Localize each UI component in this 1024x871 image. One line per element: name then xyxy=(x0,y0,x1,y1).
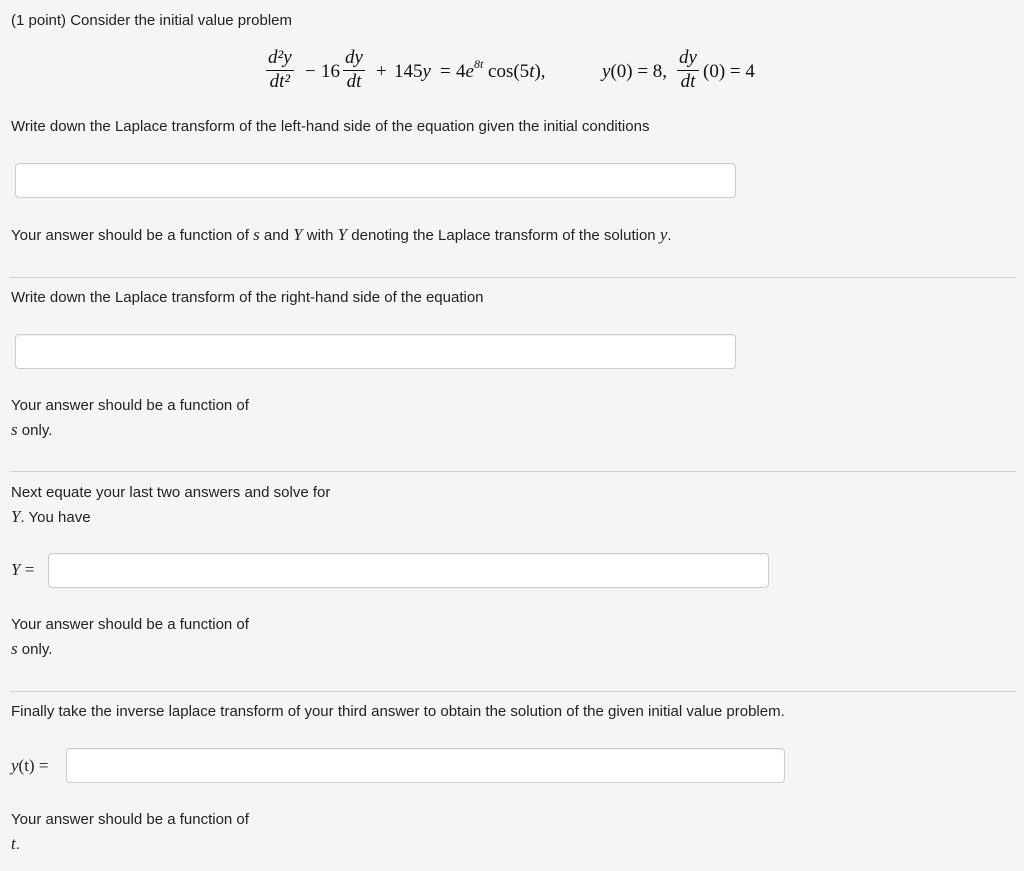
part1-prompt: Write down the Laplace transform of the left-hand side of the equation given the initial conditions xyxy=(11,118,650,135)
part4-hint-line2: t. xyxy=(11,834,20,853)
initial-condition-derivative-value: (0) = 4 xyxy=(703,61,755,82)
fraction-numerator: dy xyxy=(679,47,697,68)
section-divider xyxy=(10,471,1016,472)
Y-solution-input[interactable] xyxy=(48,553,769,588)
part3-hint-line1: Your answer should be a function of xyxy=(11,616,249,633)
plus-sign: + xyxy=(376,61,387,82)
initial-condition-derivative-fraction xyxy=(677,48,699,92)
section-divider xyxy=(10,277,1016,278)
fraction-denominator: dt xyxy=(346,71,362,92)
initial-condition-y: y(0) = 8, xyxy=(602,61,668,82)
lhs-laplace-input[interactable] xyxy=(15,163,736,198)
section-divider xyxy=(10,691,1016,692)
fraction-numerator: d²y xyxy=(268,47,292,68)
second-derivative-fraction xyxy=(266,48,294,92)
part3-hint-line2: s only. xyxy=(11,639,53,658)
part3-prompt-line1: Next equate your last two answers and solve for xyxy=(11,484,331,501)
fraction-denominator: dt xyxy=(680,71,696,92)
y-of-t-label: y(t) = xyxy=(11,756,49,775)
equals-sign: = xyxy=(440,61,451,82)
Y-label: Y = xyxy=(11,560,35,579)
minus-sign: − xyxy=(305,61,316,82)
y-of-t-input[interactable] xyxy=(66,748,785,783)
fraction-numerator: dy xyxy=(345,47,363,68)
coefficient-145: 145y xyxy=(394,61,431,82)
differential-equation xyxy=(0,48,1024,104)
first-derivative-fraction xyxy=(343,48,365,92)
coefficient-16: 16 xyxy=(321,61,340,82)
right-hand-side: $4e^{8t}$ cos(5t), xyxy=(456,57,546,82)
part2-hint-line1: Your answer should be a function of xyxy=(11,397,249,414)
part2-prompt: Write down the Laplace transform of the right-hand side of the equation xyxy=(11,289,484,306)
points-label: (1 point) xyxy=(11,12,67,29)
rhs-laplace-input[interactable] xyxy=(15,334,736,369)
part4-prompt: Finally take the inverse laplace transform of your third answer to obtain the solution of the given initial value problem. xyxy=(11,703,785,720)
part2-hint-line2: s only. xyxy=(11,420,53,439)
part3-prompt-line2: Y. You have xyxy=(11,507,91,526)
fraction-denominator: dt² xyxy=(269,71,291,92)
problem-intro: Consider the initial value problem xyxy=(70,12,292,29)
problem-header xyxy=(11,11,292,31)
part4-hint-line1: Your answer should be a function of xyxy=(11,811,249,828)
part1-hint: Your answer should be a function of s and Y with Y denoting the Laplace transform of the solution y. xyxy=(11,225,672,244)
